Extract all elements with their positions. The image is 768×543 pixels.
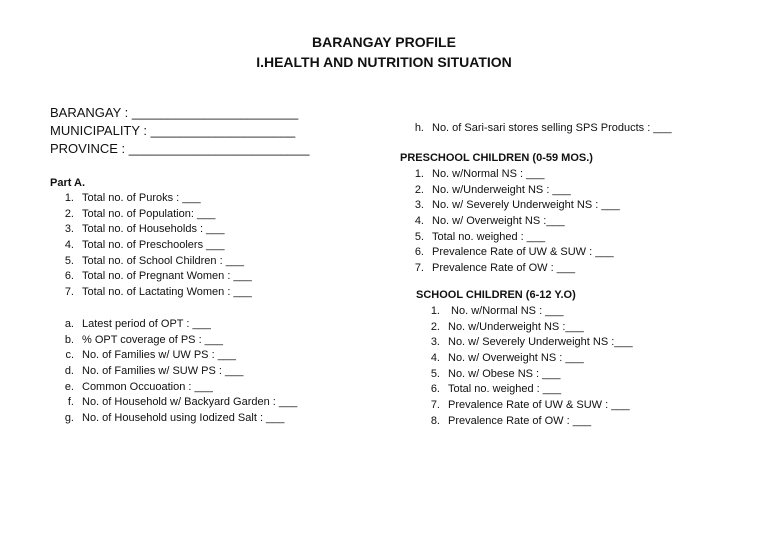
list-item-text: No. w/ Overweight NS : ___ [448,352,584,365]
list-item-text: No. of Families w/ SUW PS : ___ [82,365,244,378]
list-marker: 3. [414,199,424,212]
list-item-text: No. w/ Severely Underweight NS : ___ [432,199,620,212]
list-marker: a. [64,318,74,330]
list-item [52,348,297,364]
list-item [52,254,252,270]
list-item [418,351,633,367]
list-item-text: No. of Sari-sari stores selling SPS Products : ___ [432,122,672,134]
sari-sari-list [402,121,672,137]
list-item-text: Prevalence Rate of UW & SUW : ___ [448,399,630,412]
list-marker: 4. [64,239,74,252]
list-item [52,317,297,333]
list-item-text: Total no. of Households : ___ [82,223,225,236]
list-item-text: No. w/Underweight NS :___ [448,320,584,333]
list-item [418,382,633,398]
list-marker: 8. [430,414,440,427]
list-item-text: No. w/Normal NS : ___ [448,305,564,317]
list-marker: 2. [64,207,74,220]
list-item-text: Common Occuoation : ___ [82,380,213,393]
preschool-list [402,167,620,277]
list-item [52,269,252,285]
list-item-text: Total no. of Pregnant Women : ___ [82,270,252,283]
list-marker: 1. [64,192,74,204]
list-marker: d. [64,365,74,378]
province-field: PROVINCE : _________________________ [50,141,310,156]
list-marker: 7. [64,286,74,299]
list-marker: 7. [430,399,440,412]
location-info [50,104,310,158]
list-marker: c. [65,349,74,362]
part-a-heading: Part A. [50,177,86,189]
list-item [418,320,633,336]
list-item [402,230,620,246]
list-item [52,222,252,238]
list-marker: h. [414,122,424,134]
school-list [418,304,633,430]
list-item-text: No. w/ Obese NS : ___ [448,367,561,380]
list-item-text: Latest period of OPT : ___ [82,318,211,330]
list-marker: b. [64,333,74,346]
list-item [52,333,297,349]
list-marker: 4. [430,352,440,365]
list-item-text: Prevalence Rate of OW : ___ [432,262,576,275]
list-item [418,398,633,414]
list-item-text: No. of Household using Iodized Salt : ___ [82,412,285,425]
list-marker: 3. [430,336,440,349]
list-marker: 6. [430,383,440,396]
list-marker: 1. [414,168,424,180]
list-item [52,411,297,427]
list-item [402,245,620,261]
list-item-text: Total no. of Lactating Women : ___ [82,286,252,299]
part-b-list [52,317,297,427]
list-item-text: Prevalence Rate of OW : ___ [448,414,592,427]
list-item-text: No. of Families w/ UW PS : ___ [82,349,237,362]
list-item-text: No. w/ Severely Underweight NS :___ [448,336,633,349]
list-marker: e. [64,380,74,393]
list-item [52,364,297,380]
list-item [418,335,633,351]
list-item-text: Total no. weighed : ___ [432,230,546,243]
list-item [52,238,252,254]
list-marker: 5. [414,230,424,243]
list-item [52,191,252,207]
list-item [402,121,672,137]
list-marker: 2. [430,320,440,333]
list-marker: f. [67,396,74,409]
list-marker: g. [64,412,74,425]
list-item [52,395,297,411]
list-item-text: Total no. of Puroks : ___ [82,192,201,204]
list-item [402,167,620,183]
school-heading: SCHOOL CHILDREN (6-12 Y.O) [416,289,576,301]
list-item [418,414,633,430]
document-title: BARANGAY PROFILE [312,34,456,50]
list-item-text: Total no. weighed : ___ [448,383,562,396]
list-item [418,367,633,383]
list-item-text: No. w/Underweight NS : ___ [432,183,571,196]
list-marker: 5. [64,254,74,267]
list-item-text: Prevalence Rate of UW & SUW : ___ [432,246,614,259]
barangay-field: BARANGAY : _______________________ [50,105,299,120]
list-item-text: % OPT coverage of PS : ___ [82,333,224,346]
list-marker: 1. [430,305,440,317]
part-a-list [52,191,252,301]
list-item [402,261,620,277]
list-marker: 6. [64,270,74,283]
list-item [52,207,252,223]
list-marker: 4. [414,215,424,228]
document-subtitle: I.HEALTH AND NUTRITION SITUATION [256,54,512,70]
list-item-text: No. w/ Overweight NS :___ [432,215,565,228]
list-item-text: Total no. of Preschoolers ___ [82,239,225,252]
list-marker: 3. [64,223,74,236]
list-item-text: Total no. of School Children : ___ [82,254,245,267]
list-marker: 2. [414,183,424,196]
preschool-heading: PRESCHOOL CHILDREN (0-59 MOS.) [400,152,593,164]
list-item [402,214,620,230]
list-item-text: No. of Household w/ Backyard Garden : ___ [82,396,298,409]
list-item [52,380,297,396]
list-marker: 6. [414,246,424,259]
list-item [402,198,620,214]
list-marker: 5. [430,367,440,380]
list-item [418,304,633,320]
list-item [52,285,252,301]
list-item-text: Total no. of Population: ___ [82,207,216,220]
municipality-field: MUNICIPALITY : ____________________ [50,123,296,138]
list-marker: 7. [414,262,424,275]
list-item-text: No. w/Normal NS : ___ [432,168,545,180]
list-item [402,183,620,199]
